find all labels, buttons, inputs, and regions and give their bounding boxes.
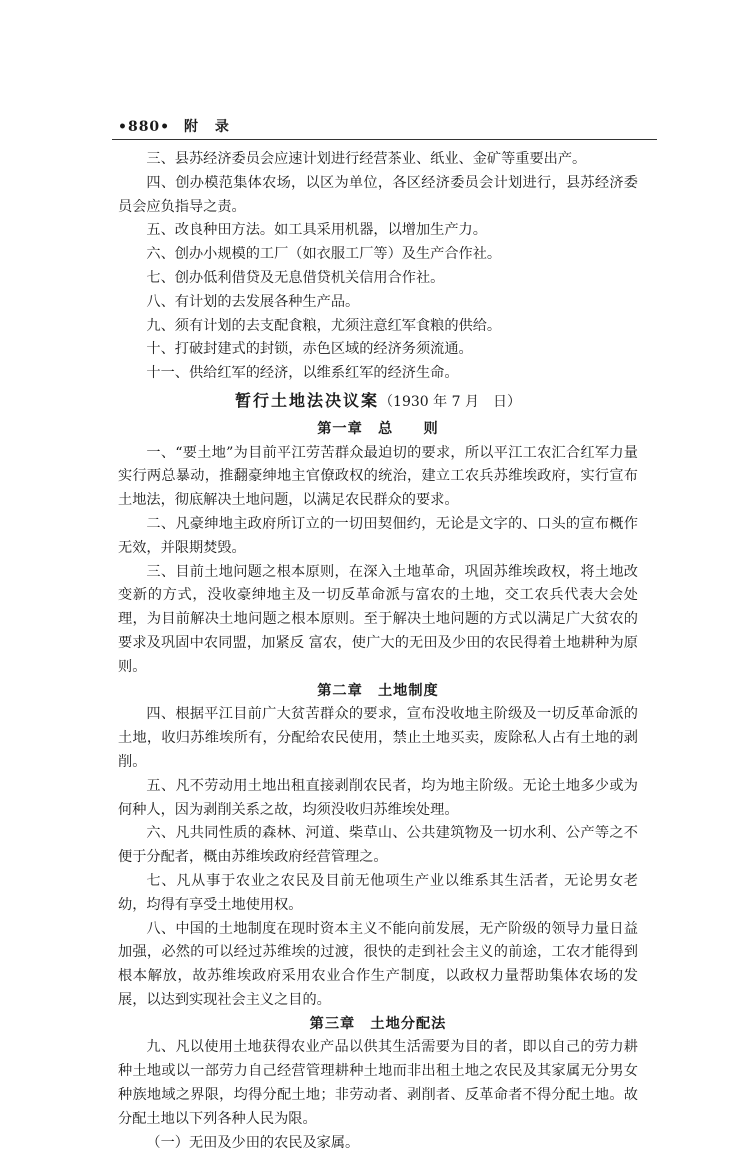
paragraph: 三、目前土地问题之根本原则，在深入土地革命，巩固苏维埃政权，将土地改变新的方式，没收豪绅地主及一切反革命派与富农的土地，交工农兵代表大会处理，为目前解决土地问题之根本原则。至于解决土地问题的方式以满足广大贫农的要求及巩固中农同盟，加紧反 富农，使广大的无田及少田的农民得着土地耕种为原则。 — [118, 563, 638, 675]
list-item: 六、创办小规模的工厂（如衣服工厂等）及生产合作社。 — [146, 246, 502, 263]
paragraph: 八、中国的土地制度在现时资本主义不能向前发展，无产阶级的领导力量日益加强，必然的可以经过苏维埃的过渡，很快的走到社会主义的前途，工农才能得到根本解放，故苏维埃政府采用农业合作生产制度，以政权力量帮助集体农场的发展，以达到实现社会主义之目的。 — [118, 920, 638, 1008]
body-text — [118, 148, 638, 1155]
list-item: 三、县苏经济委员会应速计划进行经营茶业、纸业、金矿等重要出产。 — [146, 151, 587, 167]
document-title — [118, 389, 638, 415]
paragraph: 六、凡共同性质的森林、河道、柴草山、公共建筑物及一切水利、公产等之不便于分配者，概由苏维埃政府经营管理之。 — [118, 825, 638, 866]
chapter-heading: 第二章 土地制度 — [317, 682, 439, 699]
list-item: 五、改良种田方法。如工具采用机器，以增加生产力。 — [146, 222, 487, 239]
list-item: 四、创办模范集体农场，以区为单位，各区经济委员会计划进行，县苏经济委员会应负指导之责。 — [118, 174, 638, 215]
section-title: 附 录 — [184, 119, 235, 135]
list-item: 十一、供给红军的经济，以维系红军的经济生命。 — [146, 365, 459, 382]
paragraph: 七、凡从事于农业之农民及目前无他项生产业以维系其生活者，无论男女老幼，均得有享受土地使用权。 — [118, 872, 638, 913]
paragraph: 一、“要土地”为目前平江劳苦群众最迫切的要求，所以平江工农汇合红军力量实行两总暴动，推翻豪绅地主官僚政权的统治，建立工农兵苏维埃政府，实行宣布土地法，彻底解决土地问题，以满足农民群众的要求。 — [118, 444, 638, 509]
paragraph: 二、凡豪绅地主政府所订立的一切田契佃约，无论是文字的、口头的宣布概作无效，并限期焚毁。 — [118, 515, 638, 556]
running-header — [118, 116, 235, 136]
paragraph: 九、凡以使用土地获得农业产品以供其生活需要为目的者，即以自己的劳力耕种土地或以一部劳力自己经营管理耕种土地而非出租土地之农民及其家属无分男女种族地域之界限，均得分配土地；非劳动者、剥削者、反革命者不得分配土地。故分配土地以下列各种人民为限。 — [118, 1039, 638, 1127]
list-item: 八、有计划的去发展各种生产品。 — [146, 293, 360, 310]
list-item: 十、打破封建式的封锁，赤色区域的经济务须流通。 — [146, 341, 473, 358]
document-date: （1930 年 7 月 日） — [379, 393, 521, 410]
chapter-heading: 第三章 土地分配法 — [309, 1015, 447, 1032]
paragraph: 四、根据平江目前广大贫苦群众的要求，宣布没收地主阶级及一切反革命派的土地，收归苏维埃所有，分配给农民使用，禁止土地买卖，废除私人占有土地的剥削。 — [118, 706, 638, 770]
list-item: 九、须有计划的去支配食粮，尤须注意红军食粮的供给。 — [146, 317, 502, 334]
list-item: 七、创办低利借贷及无息借贷机关信用合作社。 — [146, 269, 445, 286]
paragraph: （一）无田及少田的农民及家属。 — [146, 1134, 360, 1151]
page-number: •880• — [118, 119, 171, 135]
header-rule — [112, 139, 657, 140]
document-title-text: 暂行土地法决议案 — [235, 390, 380, 410]
paragraph: 五、凡不劳动用土地出租直接剥削农民者，均为地主阶级。无论土地多少或为何种人，因为剥削关系之故，均须没收归苏维埃处理。 — [118, 777, 638, 818]
chapter-heading: 第一章 总 则 — [317, 420, 439, 437]
